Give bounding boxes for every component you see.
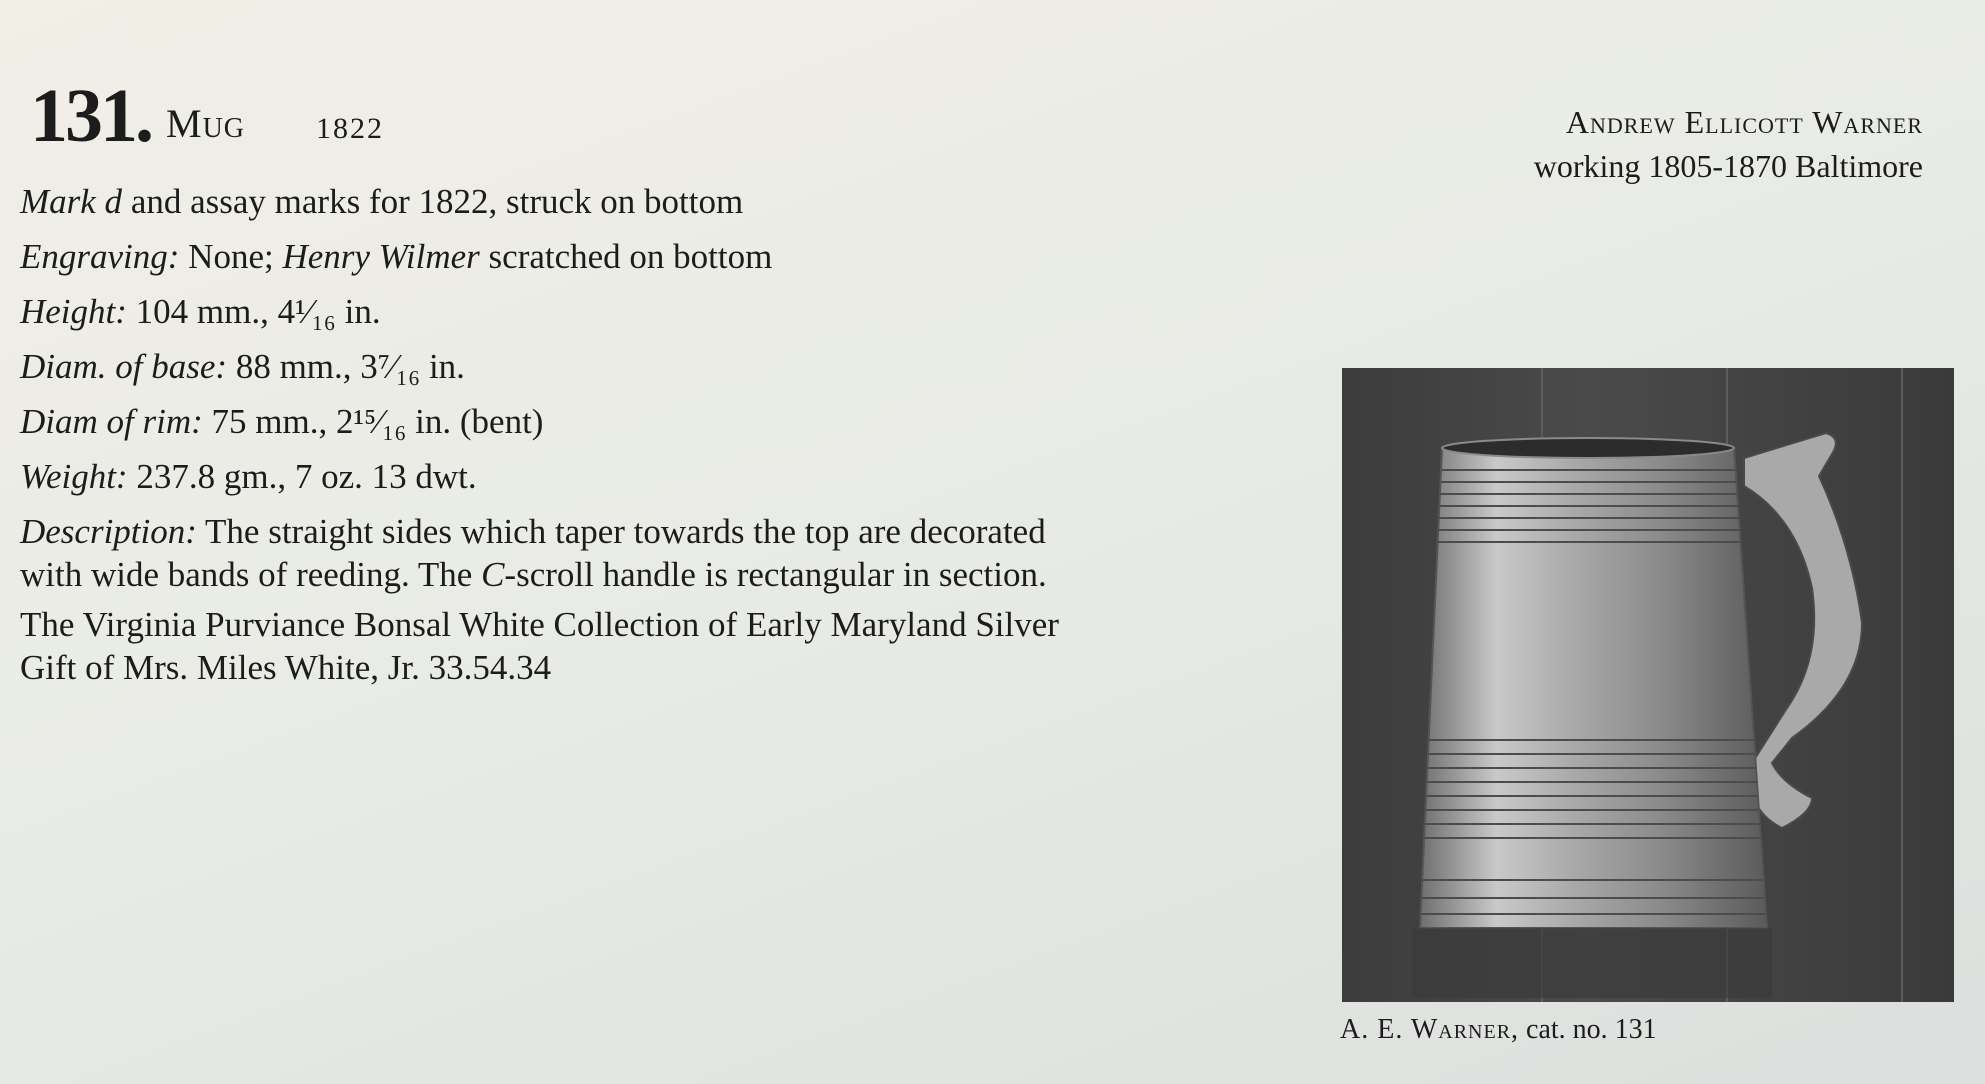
collection	[20, 605, 1260, 688]
weight-value: 237.8 gm., 7 oz. 13 dwt.	[127, 457, 477, 496]
marks-line	[20, 182, 1260, 222]
description-text-2-italic: C	[481, 555, 505, 594]
entry-number: 131.	[30, 74, 151, 158]
collection-line-1: The Virginia Purviance Bonsal White Collection of Early Maryland Silver	[20, 605, 1059, 644]
marks-value: and assay marks for 1822, struck on bottom	[122, 182, 744, 221]
height-line	[20, 292, 1260, 332]
diam-base-value: 88 mm., 3⁷⁄₁₆ in.	[227, 347, 465, 386]
description-line-2	[20, 555, 1260, 595]
weight-line	[20, 457, 1260, 497]
photo-caption	[1340, 1014, 1657, 1046]
description-label: Description:	[20, 512, 197, 551]
collection-line-2: Gift of Mrs. Miles White, Jr. 33.54.34	[20, 648, 552, 687]
description-text-1: The straight sides which taper towards the top are decorated	[196, 512, 1046, 551]
engraving-line	[20, 237, 1260, 277]
marks-label: Mark d	[20, 182, 123, 221]
height-value: 104 mm., 4¹⁄₁₆ in.	[126, 292, 381, 331]
engraving-label: Engraving:	[20, 237, 180, 276]
description-line-1	[20, 512, 1260, 552]
details-block	[20, 182, 1260, 691]
caption-rest: cat. no. 131	[1519, 1014, 1657, 1045]
maker-dates: working 1805-1870 Baltimore	[1533, 148, 1923, 184]
diam-rim-value: 75 mm., 2¹⁵⁄₁₆ in. (bent)	[202, 402, 544, 441]
maker-name: Andrew Ellicott Warner	[1565, 104, 1923, 140]
caption-name: A. E. Warner,	[1340, 1014, 1520, 1045]
mug-photo	[1342, 368, 1954, 1002]
diam-rim-line	[20, 402, 1260, 442]
engraving-value: None;	[179, 237, 283, 276]
description-text-2a: with wide bands of reeding. The	[20, 555, 482, 594]
engraving-value-end: scratched on bottom	[479, 237, 773, 276]
diam-base-line	[20, 347, 1260, 387]
diam-base-label: Diam. of base:	[20, 347, 228, 386]
description	[20, 512, 1260, 595]
height-label: Height:	[20, 292, 127, 331]
mug-image	[1342, 368, 1954, 1002]
weight-label: Weight:	[20, 457, 128, 496]
diam-rim-label: Diam of rim:	[20, 402, 203, 441]
object-year: 1822	[316, 112, 384, 145]
description-text-2b: -scroll handle is rectangular in section.	[504, 555, 1047, 594]
object-title: Mug	[166, 101, 246, 146]
maker-block	[1534, 100, 1923, 188]
engraving-name: Henry Wilmer	[282, 237, 480, 276]
